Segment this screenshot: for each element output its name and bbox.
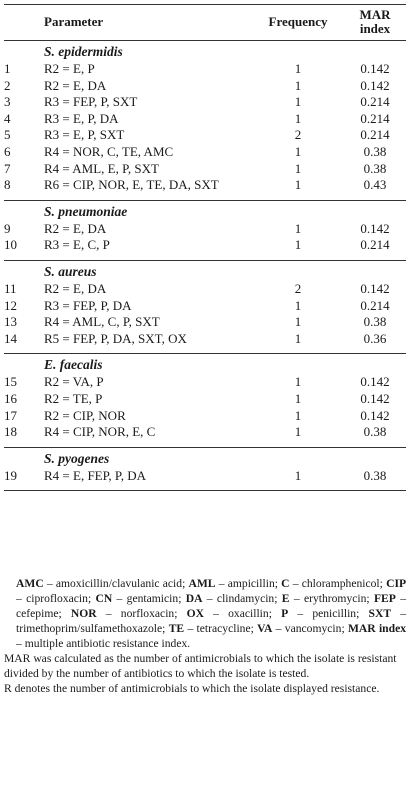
table-body <box>4 41 406 491</box>
species-name: S. pneumoniae <box>4 200 406 221</box>
table-row <box>4 391 406 408</box>
abbreviation-definition: amoxicillin/clavulanic acid <box>55 577 183 590</box>
abbreviation-entry: MAR index – multiple antibiotic resistance index. <box>16 622 407 650</box>
species-name: S. aureus <box>4 260 406 281</box>
row-frequency: 1 <box>252 331 344 354</box>
row-parameter: R4 = CIP, NOR, E, C <box>44 424 252 447</box>
row-frequency: 1 <box>294 297 302 313</box>
row-mar-index: 0.38 <box>344 424 406 447</box>
table-row <box>4 237 406 260</box>
abbreviation-entry: AML – ampicillin; <box>188 577 282 590</box>
row-parameter: R6 = CIP, NOR, E, TE, DA, SXT <box>44 177 252 200</box>
species-group-row <box>4 260 406 281</box>
row-frequency: 1 <box>294 160 302 176</box>
table-row <box>4 281 406 298</box>
table-row <box>4 161 406 178</box>
abbreviation-definition: norfloxacin <box>120 607 175 620</box>
row-parameter: R2 = TE, P <box>44 390 103 406</box>
row-parameter: R3 = E, P, DA <box>44 110 119 126</box>
table-notes <box>4 576 406 696</box>
table-row <box>4 94 406 111</box>
row-number: 11 <box>4 280 17 296</box>
abbreviation-entry: CIP – ciprofloxacin; <box>16 577 407 605</box>
table-row <box>4 61 406 78</box>
abbreviation-definition: cefepime <box>16 607 59 620</box>
abbreviation-term: MAR index <box>347 622 407 635</box>
row-parameter: R2 = E, DA <box>44 220 107 236</box>
row-frequency: 1 <box>294 143 302 159</box>
row-number: 8 <box>4 177 44 200</box>
row-frequency: 1 <box>294 77 302 93</box>
row-number: 7 <box>4 160 11 176</box>
row-frequency: 1 <box>294 110 302 126</box>
row-mar-index: 0.214 <box>360 297 390 313</box>
mar-index-table <box>4 4 406 491</box>
row-number: 10 <box>4 237 44 260</box>
species-name: S. pyogenes <box>4 447 406 468</box>
table-row <box>4 314 406 331</box>
abbreviation-definition: multiple antibiotic resistance index <box>24 637 188 650</box>
row-number: 9 <box>4 220 11 236</box>
row-frequency: 1 <box>252 468 344 491</box>
row-mar-index: 0.142 <box>360 61 390 76</box>
abbreviation-entry: AMC – amoxicillin/clavulanic acid; <box>16 577 189 590</box>
row-number: 12 <box>4 297 17 313</box>
abbreviation-definition: penicillin <box>312 607 357 620</box>
row-parameter: R2 = E, P <box>44 61 95 76</box>
abbreviation-definition: gentamicin <box>126 592 179 605</box>
row-mar-index: 0.142 <box>360 280 390 296</box>
abbreviation-definition: erythromycin <box>303 592 367 605</box>
abbreviation-entry: CN – gentamicin; <box>95 592 186 605</box>
row-mar-index: 0.214 <box>360 94 390 110</box>
abbreviation-term: DA <box>185 592 203 605</box>
row-mar-index: 0.38 <box>363 143 387 159</box>
abbreviation-term: E <box>281 592 290 605</box>
row-mar-index: 0.214 <box>360 127 390 143</box>
species-group-row <box>4 447 406 468</box>
header-mar-line2: index <box>359 21 391 36</box>
row-mar-index: 0.214 <box>344 237 406 260</box>
abbreviation-entry: DA – clindamycin; <box>185 592 282 605</box>
row-number: 1 <box>4 61 11 76</box>
row-parameter: R4 = AML, C, P, SXT <box>44 314 160 330</box>
row-parameter: R3 = E, C, P <box>44 237 252 260</box>
table-row <box>4 221 406 238</box>
row-number: 16 <box>4 390 17 406</box>
row-frequency: 1 <box>294 61 302 76</box>
table-row <box>4 424 406 447</box>
row-frequency: 1 <box>294 94 302 110</box>
abbreviation-entry: VA – vancomycin; <box>257 622 348 635</box>
row-parameter: R3 = E, P, SXT <box>44 127 125 143</box>
row-mar-index: 0.142 <box>360 220 390 236</box>
row-number: 6 <box>4 143 11 159</box>
table-header-row <box>4 5 406 41</box>
abbreviation-definition: oxacillin <box>228 607 269 620</box>
header-mar-index <box>344 5 406 41</box>
abbreviation-term: SXT <box>368 607 392 620</box>
abbreviation-term: AMC <box>16 577 44 590</box>
table-row <box>4 331 406 354</box>
abbreviation-term: P <box>281 607 289 620</box>
abbreviation-term: NOR <box>70 607 97 620</box>
row-number: 17 <box>4 407 17 423</box>
species-group-row <box>4 41 406 62</box>
table-row <box>4 298 406 315</box>
abbreviation-entry: P – penicillin; <box>281 607 369 620</box>
abbreviation-entry: C – chloramphenicol; <box>281 577 387 590</box>
row-frequency: 1 <box>294 374 302 390</box>
abbreviation-entry: TE – tetracycline; <box>168 622 258 635</box>
species-group-row <box>4 200 406 221</box>
row-parameter: R3 = FEP, P, SXT <box>44 94 138 110</box>
abbreviation-term: C <box>281 577 290 590</box>
row-frequency: 2 <box>294 127 302 143</box>
row-mar-index: 0.214 <box>360 110 390 126</box>
row-frequency: 1 <box>294 407 302 423</box>
abbreviation-entry: FEP – cefepime; <box>16 592 406 620</box>
table-row <box>4 408 406 425</box>
abbreviation-entry: NOR – norfloxacin; <box>70 607 187 620</box>
table-row <box>4 78 406 95</box>
abbreviation-definition: chloramphenicol <box>301 577 380 590</box>
abbreviation-entry: OX – oxacillin; <box>186 607 282 620</box>
row-mar-index: 0.142 <box>360 390 390 406</box>
row-number: 14 <box>4 331 44 354</box>
row-mar-index: 0.43 <box>344 177 406 200</box>
row-parameter: R4 = AML, E, P, SXT <box>44 160 159 176</box>
abbreviation-definition: ciprofloxacin <box>26 592 88 605</box>
row-number: 2 <box>4 77 11 93</box>
header-parameter: Parameter <box>4 5 252 41</box>
row-number: 15 <box>4 374 17 390</box>
row-mar-index: 0.142 <box>360 374 390 390</box>
row-parameter: R2 = VA, P <box>44 374 104 390</box>
species-name: S. epidermidis <box>44 44 123 59</box>
abbreviation-term: AML <box>188 577 216 590</box>
row-parameter: R2 = E, DA <box>44 280 107 296</box>
row-parameter: R3 = FEP, P, DA <box>44 297 132 313</box>
row-number: 18 <box>4 424 44 447</box>
abbreviation-term: OX <box>186 607 204 620</box>
mar-calculation-note: MAR was calculated as the number of antimicrobials to which the isolate is resistant divided by the number of antibiotics to which the isolate is tested. <box>4 652 397 680</box>
abbreviation-list <box>4 576 406 651</box>
species-group-row <box>4 354 406 375</box>
row-parameter: R5 = FEP, P, DA, SXT, OX <box>44 331 252 354</box>
row-mar-index: 0.36 <box>344 331 406 354</box>
row-number: 13 <box>4 314 17 330</box>
r-definition-note: R denotes the number of antimicrobials to which the isolate displayed resistance. <box>4 682 380 695</box>
row-mar-index: 0.38 <box>363 160 387 176</box>
abbreviation-definition: vancomycin <box>284 622 342 635</box>
row-number: 4 <box>4 110 11 126</box>
abbreviation-definition: ampicillin <box>227 577 275 590</box>
abbreviation-definition: trimethoprim/sulfamethoxazole <box>16 622 163 635</box>
row-frequency: 1 <box>252 237 344 260</box>
header-mar-line1: MAR <box>359 7 391 22</box>
row-frequency: 1 <box>294 220 302 236</box>
table-row <box>4 374 406 391</box>
table-row <box>4 144 406 161</box>
abbreviation-term: VA <box>257 622 273 635</box>
row-parameter: R2 = CIP, NOR <box>44 407 126 423</box>
table-row <box>4 468 406 491</box>
row-frequency: 1 <box>294 390 302 406</box>
abbreviation-definition: clindamycin <box>216 592 275 605</box>
row-mar-index: 0.38 <box>344 468 406 491</box>
row-mar-index: 0.142 <box>360 407 390 423</box>
row-number: 3 <box>4 94 11 110</box>
row-frequency: 1 <box>294 314 302 330</box>
species-name: E. faecalis <box>4 354 406 375</box>
row-mar-index: 0.142 <box>360 77 390 93</box>
row-mar-index: 0.38 <box>363 314 387 330</box>
row-parameter: R2 = E, DA <box>44 77 107 93</box>
row-frequency: 1 <box>252 424 344 447</box>
row-frequency: 1 <box>252 177 344 200</box>
header-frequency: Frequency <box>252 5 344 41</box>
table-row <box>4 111 406 128</box>
row-parameter: R4 = NOR, C, TE, AMC <box>44 143 174 159</box>
row-number: 5 <box>4 127 11 143</box>
abbreviation-definition: tetracycline <box>196 622 251 635</box>
abbreviation-term: TE <box>168 622 185 635</box>
abbreviation-term: CIP <box>386 577 407 590</box>
row-parameter: R4 = E, FEP, P, DA <box>44 468 252 491</box>
row-frequency: 2 <box>294 280 302 296</box>
abbreviation-entry: E – erythromycin; <box>281 592 374 605</box>
abbreviation-entry: SXT – trimethoprim/sulfamethoxazole; <box>16 607 407 635</box>
table-row <box>4 177 406 200</box>
abbreviation-term: FEP <box>373 592 396 605</box>
row-number: 19 <box>4 468 44 491</box>
abbreviation-term: CN <box>95 592 113 605</box>
table-row <box>4 127 406 144</box>
